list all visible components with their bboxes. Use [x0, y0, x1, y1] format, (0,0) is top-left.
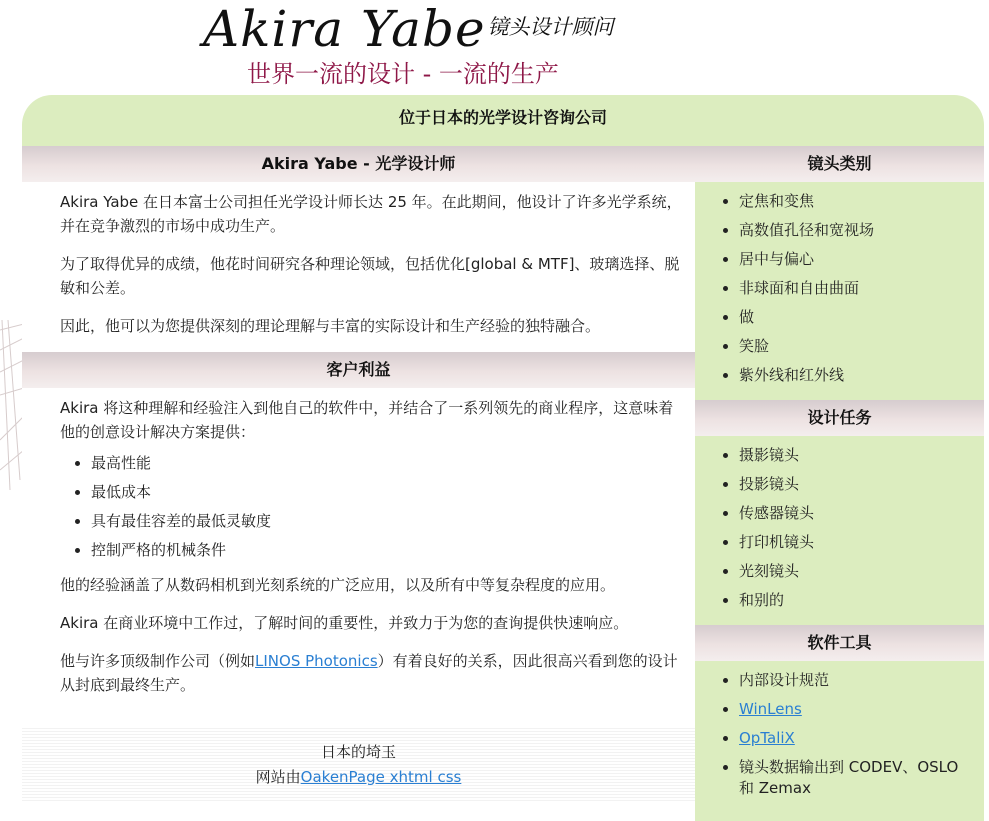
list-item: • 具有最佳容差的最低灵敏度 — [91, 507, 695, 536]
list-item: • 笑脸 — [739, 332, 984, 361]
slogan: 世界一流的设计 - 一流的生产 — [247, 60, 559, 88]
list-item: • 摄影镜头 — [739, 441, 984, 470]
paragraph-response: Akira 在商业环境中工作过，了解时间的重要性，并致力于为您的查询提供快速响应。 — [60, 614, 629, 632]
linos-photonics-link[interactable]: LINOS Photonics — [255, 652, 378, 670]
list-item: • 非球面和自由曲面 — [739, 274, 984, 303]
section-title-designer: Akira Yabe - 光学设计师 — [22, 146, 695, 182]
list-item: • 控制严格的机械条件 — [91, 536, 695, 565]
content-frame — [22, 95, 984, 821]
paragraph-experience: 他的经验涵盖了从数码相机到光刻系统的广泛应用，以及所有中等复杂程度的应用。 — [60, 576, 616, 594]
list-item: • 传感器镜头 — [739, 499, 984, 528]
list-item: • 最高性能 — [91, 449, 695, 478]
partners-text-before: 他与许多顶级制作公司（例如 — [60, 652, 256, 670]
sidebar-title-tasks: 设计任务 — [695, 400, 984, 436]
sidebar — [695, 146, 984, 821]
list-item: • 内部设计规范 — [739, 666, 984, 695]
list-item: • 高数值孔径和宽视场 — [739, 216, 984, 245]
page-banner: 位于日本的光学设计咨询公司 — [398, 108, 607, 127]
brand-tagline: 镜头设计顾问 — [487, 15, 614, 39]
footer — [22, 728, 695, 803]
list-item — [739, 724, 984, 753]
list-item: • 最低成本 — [91, 478, 695, 507]
brand-name: Akira Yabe — [203, 0, 486, 58]
design-tasks-list — [695, 436, 984, 615]
benefits-list — [22, 449, 695, 565]
decorative-lines — [0, 320, 24, 490]
footer-credit — [22, 765, 695, 790]
paragraph-combination: 因此，他可以为您提供深刻的理论理解与丰富的实际设计和生产经验的独特融合。 — [60, 317, 601, 335]
lens-types-list — [695, 182, 984, 390]
main-content — [22, 146, 695, 821]
list-item: • 居中与偏心 — [739, 245, 984, 274]
footer-location: 日本的埼玉 — [320, 743, 396, 761]
list-item: • 紫外线和红外线 — [739, 361, 984, 390]
footer-credit-prefix: 网站由 — [255, 768, 301, 786]
sidebar-title-lens-types: 镜头类别 — [695, 146, 984, 182]
sidebar-title-tools: 软件工具 — [695, 625, 984, 661]
list-item: • 打印机镜头 — [739, 528, 984, 557]
list-item: • 镜头数据输出到 CODEV、OSLO 和 Zemax — [739, 753, 984, 799]
list-item: • 和别的 — [739, 586, 984, 615]
list-item: • 做 — [739, 303, 984, 332]
list-item: • 定焦和变焦 — [739, 187, 984, 216]
list-item: • 光刻镜头 — [739, 557, 984, 586]
list-item: • 投影镜头 — [739, 470, 984, 499]
paragraph-career: Akira Yabe 在日本富士公司担任光学设计师长达 25 年。在此期间，他设计了许多光学系统，并在竞争激烈的市场中成功生产。 — [60, 193, 682, 235]
section-title-benefits: 客户利益 — [22, 352, 695, 388]
list-item — [739, 695, 984, 724]
paragraph-software: Akira 将这种理解和经验注入到他自己的软件中，并结合了一系列领先的商业程序，这意味着他的创意设计解决方案提供： — [60, 399, 674, 441]
software-tools-list — [695, 661, 984, 799]
partners-text-after: ）有着良好的关系，因此很高兴看到您的设计从封底到最终生产。 — [60, 652, 678, 694]
paragraph-research: 为了取得优异的成绩，他花时间研究各种理论领域，包括优化[global & MTF]、玻璃选择、脱敏和公差。 — [60, 255, 680, 297]
optalix-link[interactable]: OpTaliX — [739, 729, 795, 747]
paragraph-partners — [22, 649, 695, 697]
brand-logo — [203, 0, 614, 58]
oakenpage-link[interactable]: OakenPage xhtml css — [300, 768, 462, 786]
winlens-link[interactable]: WinLens — [739, 700, 802, 718]
